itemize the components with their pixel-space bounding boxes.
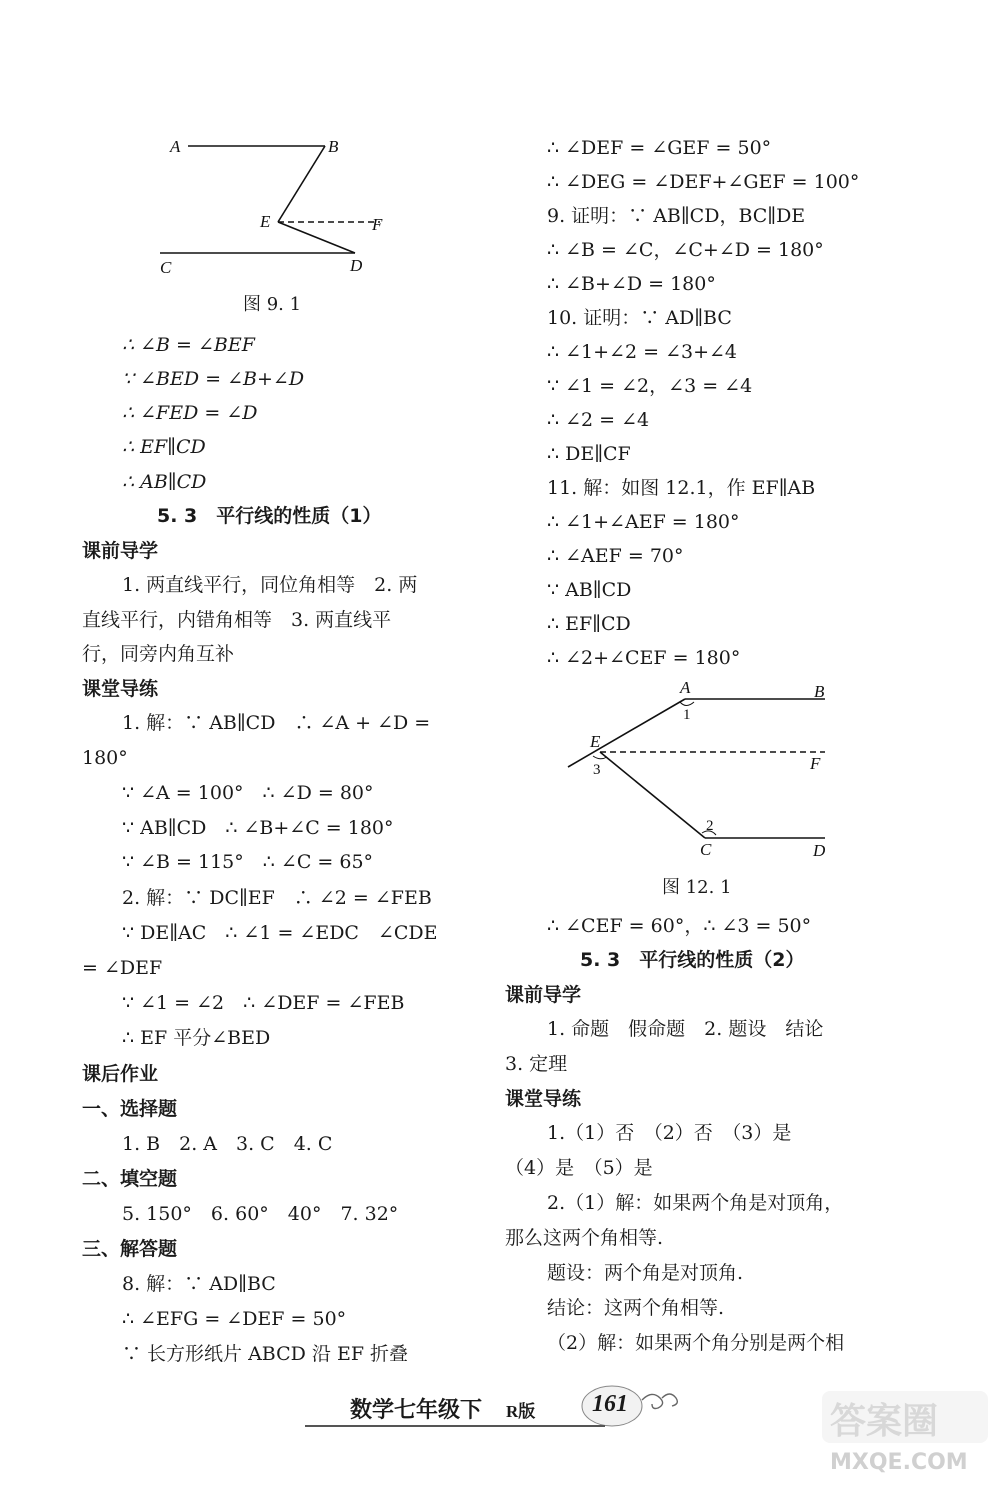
heading-choice: 一、选择题 xyxy=(82,1098,178,1120)
figure-9-1-caption: 图 9. 1 xyxy=(243,294,302,315)
preview2-line-1: 1. 命题 假命题 2. 题设 结论 xyxy=(547,1018,824,1040)
solve-8-line-2: ∴ ∠EFG = ∠DEF = 50° xyxy=(122,1308,347,1330)
svg-text:答案圈: 答案圈 xyxy=(830,1401,939,1442)
class-2-line-4: ∵ ∠1 = ∠2 ∴ ∠DEF = ∠FEB xyxy=(122,992,405,1014)
solve-8-line-1: 8. 解：∵ AD∥BC xyxy=(122,1273,276,1295)
class-2-line-5: ∴ EF 平分∠BED xyxy=(122,1027,271,1049)
heading-preview-1: 课前导学 xyxy=(82,540,159,562)
class-1-line-5: ∵ ∠B = 115° ∴ ∠C = 65° xyxy=(122,851,374,873)
class-1-line-4: ∵ AB∥CD ∴ ∠B+∠C = 180° xyxy=(122,817,394,839)
class2-1-line-2: （4）是 （5）是 xyxy=(505,1157,653,1179)
right-line-5: ∴ ∠B+∠D = 180° xyxy=(547,273,716,295)
preview2-line-2: 3. 定理 xyxy=(505,1053,568,1075)
left-line-4: ∴ EF∥CD xyxy=(122,436,206,458)
label-2: 2 xyxy=(706,818,714,834)
right-line-14: ∵ AB∥CD xyxy=(547,579,632,601)
heading-class-1: 课堂导练 xyxy=(82,678,159,700)
choice-answers: 1. B 2. A 3. C 4. C xyxy=(122,1133,333,1155)
right-line-16: ∴ ∠2+∠CEF = 180° xyxy=(547,647,741,669)
class-2-line-1: 2. 解：∵ DC∥EF ∴ ∠2 = ∠FEB xyxy=(122,887,432,909)
right-line-4: ∴ ∠B = ∠C，∠C+∠D = 180° xyxy=(547,239,824,261)
label-d: D xyxy=(813,841,826,860)
label-e: E xyxy=(260,212,271,231)
section-heading-1: 5. 3 平行线的性质（1） xyxy=(157,505,382,527)
solve-8-line-3: ∵ 长方形纸片 ABCD 沿 EF 折叠 xyxy=(122,1343,409,1365)
right-line-9: ∴ ∠2 = ∠4 xyxy=(547,409,650,431)
label-b: B xyxy=(814,682,825,701)
label-d: D xyxy=(350,256,363,275)
right-line-10: ∴ DE∥CF xyxy=(547,443,631,465)
footer-rule xyxy=(305,1425,605,1427)
right-line-7: ∴ ∠1+∠2 = ∠3+∠4 xyxy=(547,341,737,363)
page-number: 161 xyxy=(592,1391,628,1417)
class-2-line-3: = ∠DEF xyxy=(82,957,163,979)
figure-9-1 xyxy=(150,130,410,280)
watermark-logo xyxy=(820,1385,990,1475)
section-heading-2: 5. 3 平行线的性质（2） xyxy=(580,949,805,971)
preview-line-2: 直线平行，内错角相等 3. 两直线平 xyxy=(82,609,392,631)
right-line-6: 10. 证明：∵ AD∥BC xyxy=(547,307,732,329)
right-line-8: ∵ ∠1 = ∠2，∠3 = ∠4 xyxy=(547,375,753,397)
label-c: C xyxy=(160,258,172,277)
label-c: C xyxy=(700,840,712,859)
right-line-11: 11. 解：如图 12.1，作 EF∥AB xyxy=(547,477,816,499)
left-line-5: ∴ AB∥CD xyxy=(122,471,207,493)
label-b: B xyxy=(328,137,339,156)
left-line-2: ∵ ∠BED = ∠B+∠D xyxy=(122,368,305,390)
footer-edition: R版 xyxy=(506,1402,536,1421)
class2-2-line-5: （2）解：如果两个角分别是两个相 xyxy=(547,1332,845,1354)
right-line-13: ∴ ∠AEF = 70° xyxy=(547,545,684,567)
class-2-line-2: ∵ DE∥AC ∴ ∠1 = ∠EDC ∠CDE xyxy=(122,922,438,944)
footer-book-title: 数学七年级下 xyxy=(350,1398,483,1423)
heading-fill: 二、填空题 xyxy=(82,1168,178,1190)
label-e: E xyxy=(590,732,601,751)
heading-preview-2: 课前导学 xyxy=(505,984,582,1006)
right-line-3: 9. 证明：∵ AB∥CD，BC∥DE xyxy=(547,205,806,227)
left-line-3: ∴ ∠FED = ∠D xyxy=(122,402,258,424)
preview-line-3: 行，同旁内角互补 xyxy=(82,643,235,665)
label-3: 3 xyxy=(593,762,601,778)
right-line-17: ∴ ∠CEF = 60°，∴ ∠3 = 50° xyxy=(547,915,812,937)
fill-answers: 5. 150° 6. 60° 40° 7. 32° xyxy=(122,1203,399,1225)
class-1-line-2: 180° xyxy=(82,747,128,769)
left-line-1: ∴ ∠B = ∠BEF xyxy=(122,334,255,356)
label-1: 1 xyxy=(683,707,691,723)
class2-1-line-1: 1.（1）否 （2）否 （3）是 xyxy=(547,1122,792,1144)
right-line-15: ∴ EF∥CD xyxy=(547,613,631,635)
right-line-1: ∴ ∠DEF = ∠GEF = 50° xyxy=(547,137,772,159)
heading-homework: 课后作业 xyxy=(82,1063,159,1085)
right-line-12: ∴ ∠1+∠AEF = 180° xyxy=(547,511,740,533)
label-f: F xyxy=(372,215,383,234)
figure-12-1 xyxy=(560,675,840,865)
preview-line-1: 1. 两直线平行，同位角相等 2. 两 xyxy=(122,574,418,596)
heading-solve: 三、解答题 xyxy=(82,1238,178,1260)
right-line-2: ∴ ∠DEG = ∠DEF+∠GEF = 100° xyxy=(547,171,860,193)
figure-12-1-caption: 图 12. 1 xyxy=(662,877,732,898)
svg-text:MXQE.COM: MXQE.COM xyxy=(830,1450,968,1475)
class2-2-line-3: 题设：两个角是对顶角. xyxy=(547,1262,744,1284)
class2-2-line-2: 那么这两个角相等. xyxy=(505,1227,664,1249)
heading-class-2: 课堂导练 xyxy=(505,1088,582,1110)
class-1-line-3: ∵ ∠A = 100° ∴ ∠D = 80° xyxy=(122,782,374,804)
label-a: A xyxy=(170,137,181,156)
label-f: F xyxy=(810,754,821,773)
class2-2-line-1: 2.（1）解：如果两个角是对顶角， xyxy=(547,1192,844,1214)
class2-2-line-4: 结论：这两个角相等. xyxy=(547,1297,725,1319)
class-1-line-1: 1. 解：∵ AB∥CD ∴ ∠A + ∠D = xyxy=(122,712,431,734)
label-a: A xyxy=(680,678,691,697)
